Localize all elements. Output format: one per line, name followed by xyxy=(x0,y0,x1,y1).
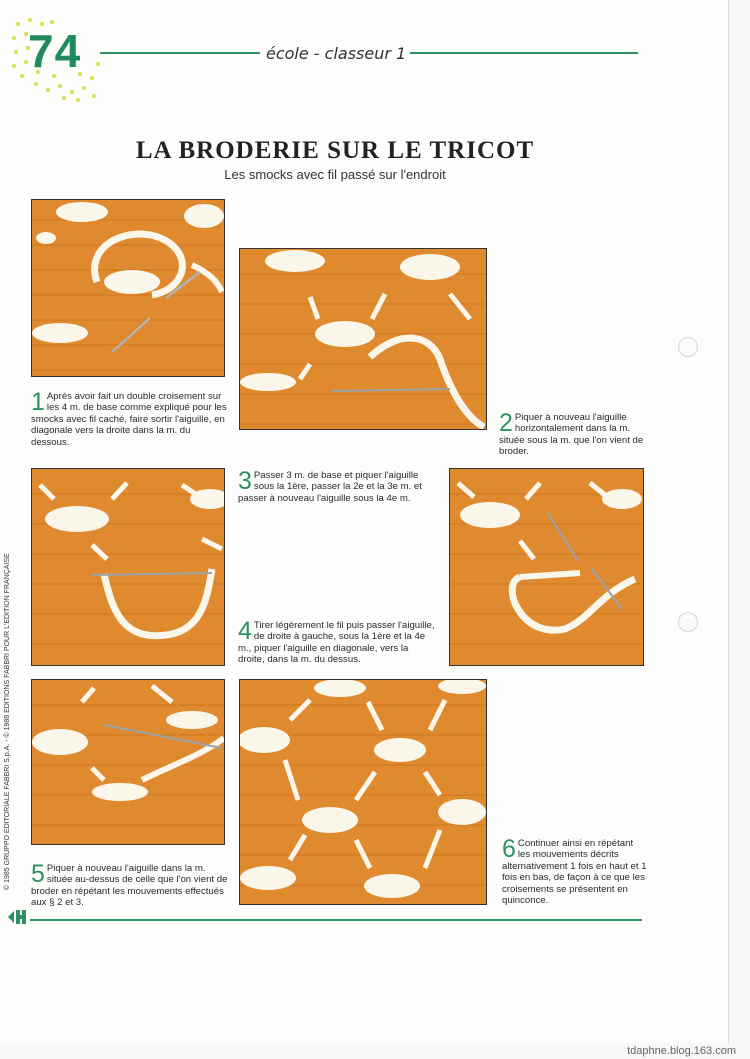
copyright-notice xyxy=(4,530,18,890)
page-subtitle: Les smocks avec fil passé sur l'endroit xyxy=(224,167,446,182)
step-5-text: Piquer à nouveau l'aiguille dans la m. située au-dessus de celle que l'on vient de broder en répétant les mouvements effectués aux § 2 et 3. xyxy=(31,863,228,909)
step-4-caption xyxy=(238,617,436,666)
step-3-photo xyxy=(31,468,225,666)
header-rule-right xyxy=(410,52,638,54)
step-1-number: 1 xyxy=(31,388,45,416)
footer-rule xyxy=(30,919,642,921)
step-6-caption xyxy=(502,835,648,907)
copyright-text: © 1985 GRUPPO EDITORIALE FABBRI S.p.A. - © 1988 EDITIONS FABBRI POUR L'EDITION FRANÇAISE xyxy=(4,553,11,890)
page-title: LA BRODERIE SUR LE TRICOT xyxy=(135,137,535,164)
step-1-photo xyxy=(31,199,225,377)
step-6-photo xyxy=(239,679,487,905)
binder-hole-bottom xyxy=(678,612,698,632)
step-5-photo xyxy=(31,679,225,845)
arrow-bracket-icon xyxy=(6,909,28,925)
step-3-text: Passer 3 m. de base et piquer l'aiguille sous la 1ère, passer la 2e et la 3e m. et passer à nouveau l'aiguille sous la 4e m. xyxy=(238,470,422,504)
step-4-number: 4 xyxy=(238,617,252,645)
step-1-caption xyxy=(31,388,227,448)
step-2-caption xyxy=(499,409,649,458)
step-3-number: 3 xyxy=(238,467,252,495)
step-5-caption xyxy=(31,860,231,909)
step-5-number: 5 xyxy=(31,860,45,888)
step-4-text: Tirer légèrement le fil puis passer l'aiguille, de droite à gauche, sous la 1ère et la 4e m., piquer l'aiguille en diagonale, vers la droite, dans la m. du dessus. xyxy=(238,620,435,666)
step-6-number: 6 xyxy=(502,835,516,863)
watermark: tdaphne.blog.163.com xyxy=(627,1045,736,1057)
step-2-text: Piquer à nouveau l'aiguille horizontalement dans la m. située sous la m. que l'on vient de broder. xyxy=(499,412,644,458)
binder-hole-top xyxy=(678,337,698,357)
step-3-caption xyxy=(238,467,436,504)
page-number: 74 xyxy=(28,25,82,77)
step-4-photo xyxy=(449,468,644,666)
step-6-text: Continuer ainsi en répétant les mouvements décrits alternativement 1 fois en haut et 1 fois en bas, de façon à ce que les croisements se présentent en quinconce. xyxy=(502,838,647,907)
step-1-text: Après avoir fait un double croisement sur les 4 m. de base comme expliqué pour les smocks avec fil caché, faire sortir l'aiguille, en diagonale vers la droite dans la m. du dessous. xyxy=(31,391,227,448)
header-rule-left xyxy=(100,52,260,54)
series-title: école - classeur 1 xyxy=(266,44,407,63)
step-2-number: 2 xyxy=(499,409,513,437)
step-2-photo xyxy=(239,248,487,430)
